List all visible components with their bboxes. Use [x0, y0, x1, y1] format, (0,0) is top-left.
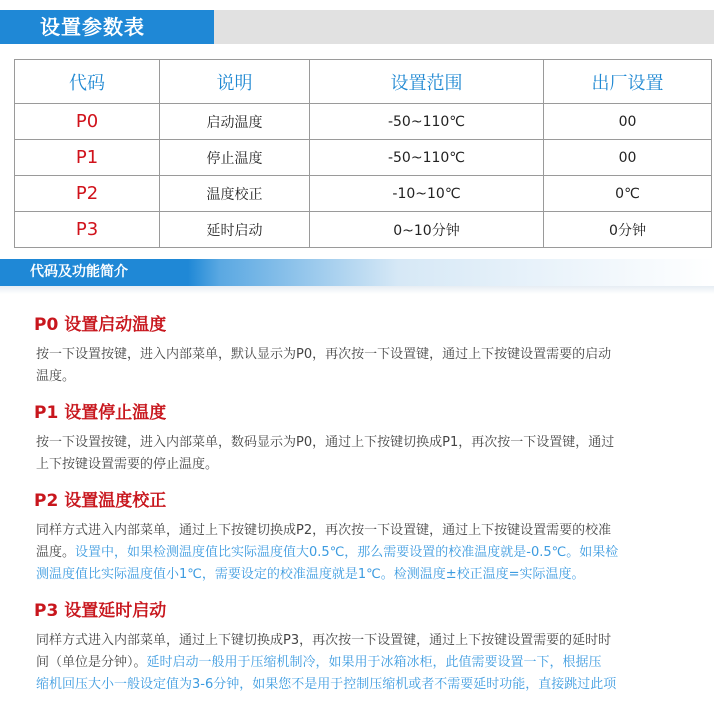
description-text: 温度。	[36, 369, 76, 384]
function-heading: P2 设置温度校正	[34, 491, 167, 511]
column-header-desc: 说明	[160, 60, 310, 104]
function-description	[34, 344, 714, 388]
description-line	[36, 454, 712, 476]
param-range: 0~10分钟	[310, 212, 544, 248]
column-header-range: 设置范围	[310, 60, 544, 104]
param-range: -10~10℃	[310, 176, 544, 212]
param-range: -50~110℃	[310, 140, 544, 176]
param-desc: 延时启动	[160, 212, 310, 248]
description-line	[36, 344, 712, 366]
description-text: 同样方式进入内部菜单，通过上下按键切换成P2，再次按一下设置键，通过上下按键设置需要的校准	[36, 523, 612, 538]
table-row	[15, 212, 712, 248]
param-desc: 启动温度	[160, 104, 310, 140]
table-row	[15, 104, 712, 140]
param-default: 00	[544, 140, 712, 176]
description-note: 延时启动一般用于压缩机制冷，如果用于冰箱冰柜，此值需要设置一下，根据压	[146, 655, 602, 670]
table-header-row	[15, 60, 712, 104]
description-line	[36, 366, 712, 388]
description-line	[36, 520, 712, 542]
function-block	[0, 488, 714, 586]
description-note: 测温度值比实际温度值小1℃，需要设定的校准温度就是1℃。检测温度±校正温度=实际温度。	[36, 567, 585, 582]
function-block	[0, 312, 714, 388]
function-heading: P0 设置启动温度	[34, 315, 167, 335]
section-title: 代码及功能简介	[30, 264, 128, 280]
description-line	[36, 432, 712, 454]
description-line	[36, 542, 712, 564]
column-header-code: 代码	[15, 60, 160, 104]
description-note: 设置中，如果检测温度值比实际温度值大0.5℃，那么需要设置的校准温度就是-0.5℃。如果检	[75, 545, 619, 560]
function-description	[34, 630, 714, 696]
description-note: 缩机回压大小一般设定值为3-6分钟，如果您不是用于控制压缩机或者不需要延时功能，直接跳过此项	[36, 677, 617, 692]
section-shadow	[0, 286, 714, 294]
function-block	[0, 598, 714, 696]
description-text: 按一下设置按键，进入内部菜单，默认显示为P0，再次按一下设置键，通过上下按键设置需要的启动	[36, 347, 612, 362]
param-code: P0	[15, 104, 160, 140]
param-desc: 温度校正	[160, 176, 310, 212]
description-text: 同样方式进入内部菜单，通过上下键切换成P3，再次按一下设置键，通过上下按键设置需要的延时时	[36, 633, 612, 648]
function-heading: P1 设置停止温度	[34, 403, 167, 423]
section-stripe	[188, 259, 714, 286]
column-header-default: 出厂设置	[544, 60, 712, 104]
param-code: P2	[15, 176, 160, 212]
param-code: P1	[15, 140, 160, 176]
table-row	[15, 140, 712, 176]
description-text: 按一下设置按键，进入内部菜单，数码显示为P0，通过上下按键切换成P1，再次按一下设置键，通过	[36, 435, 615, 450]
description-line	[36, 564, 712, 586]
param-code: P3	[15, 212, 160, 248]
function-heading: P3 设置延时启动	[34, 601, 167, 621]
description-line	[36, 630, 712, 652]
param-default: 0分钟	[544, 212, 712, 248]
table-row	[15, 176, 712, 212]
param-default: 0℃	[544, 176, 712, 212]
param-range: -50~110℃	[310, 104, 544, 140]
description-line	[36, 674, 712, 696]
function-block	[0, 400, 714, 476]
param-desc: 停止温度	[160, 140, 310, 176]
description-text: 上下按键设置需要的停止温度。	[36, 457, 219, 472]
page-title: 设置参数表	[0, 10, 214, 44]
function-descriptions	[0, 312, 714, 708]
param-default: 00	[544, 104, 712, 140]
description-line	[36, 652, 712, 674]
description-text: 温度。	[36, 545, 76, 560]
params-table	[14, 59, 712, 248]
description-text: 间（单位是分钟）。	[36, 655, 147, 670]
function-description	[34, 432, 714, 476]
function-description	[34, 520, 714, 586]
